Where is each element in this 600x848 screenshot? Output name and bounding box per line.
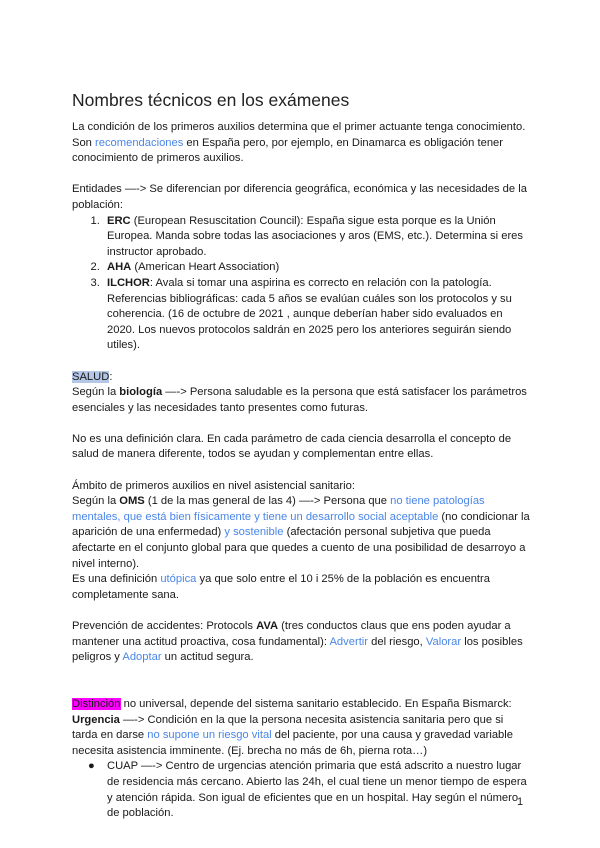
recomendaciones-link: recomendaciones bbox=[95, 136, 184, 149]
advertir-term: Advertir bbox=[329, 635, 369, 648]
entidades-intro: Entidades —-> Se diferencian por diferencia geográfica, económica y las necesidades de la población: bbox=[72, 183, 527, 211]
aha-label: AHA bbox=[107, 261, 132, 274]
valorar-term: Valorar bbox=[425, 635, 462, 648]
utopica-term: utópica bbox=[160, 573, 197, 586]
distincion-text-1: no universal, depende del sistema sanitario establecido. En España Bismarck: bbox=[120, 697, 512, 710]
prevencion-paragraph bbox=[72, 619, 530, 666]
erc-label: ERC bbox=[107, 214, 131, 227]
page-content bbox=[72, 88, 530, 822]
entidades-list bbox=[72, 214, 530, 354]
definicion-paragraph: No es una definición clara. En cada parámetro de cada ciencia desarrolla el concepto de salud de manera diferente, todos se ayudan y complementan entre ellas. bbox=[72, 432, 512, 461]
urgencia-term: Urgencia bbox=[72, 713, 120, 726]
intro-text-1: La condición de los primeros auxilios determina que el primer actuante tenga conocimiento. Son bbox=[72, 121, 526, 149]
prevencion-text-3: del riesgo, bbox=[368, 635, 426, 648]
oms-term: OMS bbox=[119, 495, 145, 508]
oms-text-2: (1 de la mas general de las 4) —-> Persona que bbox=[144, 495, 391, 508]
ilchor-label: ILCHOR bbox=[107, 276, 150, 289]
biologia-term: biología bbox=[119, 386, 163, 399]
urgencia-blue-text: no supone un riesgo vital bbox=[147, 729, 272, 742]
list-item-erc bbox=[103, 214, 530, 261]
prevencion-text-1: Prevención de accidentes: Protocols bbox=[72, 620, 257, 632]
oms-text-3: (no condicionar la aparición de una enfermedad) bbox=[72, 510, 530, 539]
salud-heading bbox=[72, 370, 530, 386]
erc-text: (European Resuscitation Council): España sigue esta porque es la Unión Europea. Manda sobre todas las asociaciones y aros (EMS, etc.). Determina si eres instructor aprobado. bbox=[107, 214, 523, 258]
oms-paragraph bbox=[72, 494, 530, 572]
adoptar-term: Adoptar bbox=[122, 651, 162, 664]
oms-blue-text-1: no tiene patologías mentales, que está bien físicamente y tiene un desarrollo social aceptable bbox=[72, 495, 485, 523]
bullet-icon: ● bbox=[88, 760, 95, 773]
distincion-label: Distinción bbox=[72, 697, 121, 710]
urgencia-text-1: —-> Condición en la que la persona necesita asistencia sanitaria pero que si tarda en darse bbox=[72, 713, 504, 742]
prevencion-text-5: un actitud segura. bbox=[161, 651, 254, 664]
urgencia-paragraph bbox=[72, 713, 530, 760]
ava-term: AVA bbox=[256, 620, 279, 632]
utopica-paragraph bbox=[72, 572, 530, 603]
oms-text-1: Según la bbox=[72, 495, 120, 508]
page-title: Nombres técnicos en los exámenes bbox=[72, 90, 350, 110]
salud-label: SALUD bbox=[72, 370, 110, 383]
aha-text: (American Heart Association) bbox=[131, 261, 280, 274]
urgencia-text-2: del paciente, por una causa y gravedad variable necesita asistencia imminente. (Ej. brecha no más de 6h, pierna rota…) bbox=[72, 729, 513, 757]
list-item-ilchor bbox=[103, 276, 530, 354]
distincion-paragraph bbox=[72, 697, 530, 713]
list-item-cuap bbox=[88, 759, 530, 821]
ilchor-text: : Avala si tomar una aspirina es correcto en relación con la patología. Referencias bibliográficas: cada 5 años se evalúan cuáles son los protocolos y su coherencia. (16 de octubre de 2021 , aunque deberían haber sido evaluados en 2020. Los nuevos protocolos saldrán en 2025 pero los anteriores seguirán siendo utiles). bbox=[107, 276, 512, 352]
utopica-text-2: ya que solo entre el 10 i 25% de la población es encuentra completamente sana. bbox=[72, 573, 490, 601]
list-item-aha bbox=[103, 260, 530, 276]
salud-colon: : bbox=[109, 370, 113, 383]
salud-text-1: Según la bbox=[72, 386, 120, 399]
prevencion-text-4: los posibles peligros y bbox=[72, 635, 523, 664]
oms-blue-text-2: y sostenible bbox=[224, 526, 284, 539]
cuap-text: CUAP —-> Centro de urgencias atención primaria que está adscrito a nuestro lugar de residencia más cercano. Abierto las 24h, el cual tiene un menor tiempo de espera y atención rápida. Son igual de eficientes que en un hospital. Hay según el número de población. bbox=[107, 760, 527, 820]
salud-text-2: —-> Persona saludable es la persona que está satisfacer los parámetros esenciales y las necesidades tanto presentes como futuras. bbox=[72, 386, 527, 414]
prevencion-text-2: (tres conductos claus que ens poden ayudar a mantener una actitud proactiva, cosa fundamental): bbox=[72, 620, 511, 648]
intro-text-2: en España pero, por ejemplo, en Dinamarca es obligación tener conocimiento de primeros auxilios. bbox=[72, 136, 503, 165]
salud-paragraph bbox=[72, 385, 530, 416]
utopica-text-1: Es una definición bbox=[72, 573, 161, 586]
oms-text-4: (afectación personal subjetiva que pueda afectarte en el conjunto global para que quedes a cuento de una posibilidad de desarroyo a nivel interno). bbox=[72, 526, 526, 570]
cuap-list bbox=[72, 759, 530, 821]
page-number: 1 bbox=[517, 796, 524, 808]
ambito-heading: Ámbito de primeros auxilios en nivel asistencial sanitario: bbox=[72, 479, 355, 492]
intro-paragraph bbox=[72, 120, 530, 167]
